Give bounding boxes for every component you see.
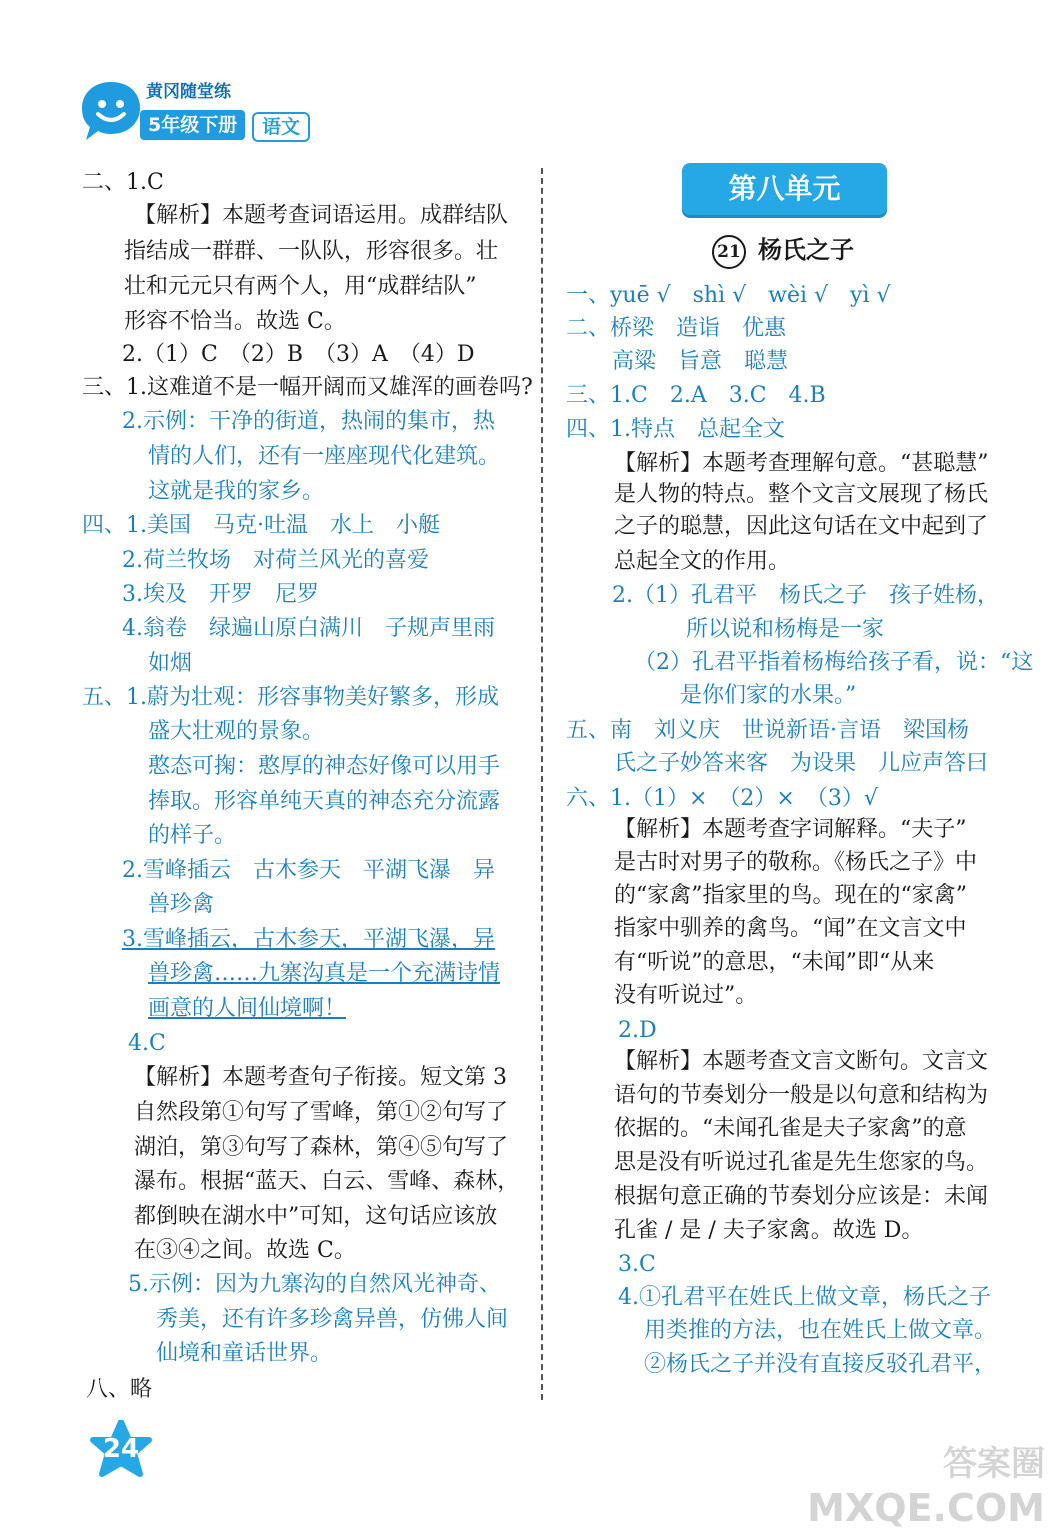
text-line: 八、略 xyxy=(86,1377,153,1402)
text-line: 【解析】本题考查句子衔接。短文第 3 xyxy=(134,1065,507,1090)
text-line: 的“家禽”指家里的鸟。现在的“家禽” xyxy=(614,883,967,908)
text-line: 湖泊，第③句写了森林，第④⑤句写了 xyxy=(134,1135,509,1160)
text-line: 指家中驯养的禽鸟。“闻”在文言文中 xyxy=(614,916,967,941)
text-line: 是人物的特点。整个文言文展现了杨氏 xyxy=(614,482,989,507)
text-line: 2.（1）C （2）B （3）A （4）D xyxy=(122,342,475,367)
series-title: 黄冈随堂练 xyxy=(146,82,231,102)
text-line: 依据的。“未闻孔雀是夫子家禽”的意 xyxy=(614,1116,967,1141)
watermark-logo: 答案圈 xyxy=(943,1444,1045,1484)
text-line: 五、1.蔚为壮观：形容事物美好繁多，形成 xyxy=(82,685,499,710)
text-line: 所以说和杨梅是一家 xyxy=(686,617,885,642)
text-line: 总起全文的作用。 xyxy=(614,549,791,574)
text-line: ②杨氏之子并没有直接反驳孔君平， xyxy=(644,1352,997,1377)
text-line: 【解析】本题考查词语运用。成群结队 xyxy=(134,203,509,228)
page-number: 24 xyxy=(102,1434,140,1464)
text-line: 这就是我的家乡。 xyxy=(148,479,325,504)
text-line: 2.荷兰牧场 对荷兰风光的喜爱 xyxy=(122,548,429,573)
text-line: 2.（1）孔君平 杨氏之子 孩子姓杨， xyxy=(612,583,999,608)
lesson-number: 21 xyxy=(712,235,746,269)
text-line: 2.D xyxy=(618,1018,657,1043)
text-line: 盛大壮观的景象。 xyxy=(148,719,325,744)
column-divider xyxy=(541,168,543,1400)
text-line: 一、yuē √ shì √ wèi √ yì √ xyxy=(566,283,891,308)
text-line: 画意的人间仙境啊！ xyxy=(148,996,347,1021)
text-line: 根据句意正确的节奏划分应该是：未闻 xyxy=(614,1184,989,1209)
text-line: 【解析】本题考查理解句意。“甚聪慧” xyxy=(614,451,989,476)
text-line: 4.①孔君平在姓氏上做文章，杨氏之子 xyxy=(618,1285,991,1310)
text-line: 4.C xyxy=(128,1031,166,1056)
text-line: 氏之子妙答来客 为设果 儿应声答曰 xyxy=(614,751,989,776)
watermark-url: MXQE.COM xyxy=(807,1486,1045,1530)
text-line: 是古时对男子的敬称。《杨氏之子》中 xyxy=(614,850,978,875)
text-line: 三、1.这难道不是一幅开阔而又雄浑的画卷吗? xyxy=(82,375,533,400)
text-line: 如烟 xyxy=(148,651,193,676)
text-line: 在③④之间。故选 C。 xyxy=(134,1238,356,1263)
subject-label: 语文 xyxy=(252,112,310,142)
page-number-badge xyxy=(90,1420,152,1482)
text-line: 瀑布。根据“蓝天、白云、雪峰、森林， xyxy=(134,1169,520,1194)
unit-banner: 第八单元 xyxy=(682,163,887,215)
text-line: 之子的聪慧，因此这句话在文中起到了 xyxy=(614,514,989,539)
text-line: 思是没有听说过孔雀是先生您家的鸟。 xyxy=(614,1150,989,1175)
text-line: 3.埃及 开罗 尼罗 xyxy=(122,582,319,607)
text-line: 2.示例：干净的街道，热闹的集市，热 xyxy=(122,409,495,434)
text-line: 孔雀 / 是 / 夫子家禽。故选 D。 xyxy=(614,1218,924,1243)
text-line: 兽珍禽……九寨沟真是一个充满诗情 xyxy=(148,961,501,986)
text-line: 捧取。形容单纯天真的神态充分流露 xyxy=(148,789,501,814)
text-line: 【解析】本题考查文言文断句。文言文 xyxy=(614,1049,989,1074)
text-line: 3.C xyxy=(618,1252,656,1277)
text-line: 【解析】本题考查字词解释。“夫子” xyxy=(614,817,967,842)
text-line: 壮和元元只有两个人，用“成群结队” xyxy=(124,274,477,299)
text-line: 四、1.特点 总起全文 xyxy=(566,417,785,442)
text-line: 是你们家的水果。” xyxy=(680,683,857,708)
text-line: 三、1.C 2.A 3.C 4.B xyxy=(566,383,826,408)
text-line: 没有听说过”。 xyxy=(614,983,758,1008)
text-line: 都倒映在湖水中”可知，这句话应该放 xyxy=(134,1204,498,1229)
text-line: 六、1.（1）× （2）× （3）√ xyxy=(566,786,878,811)
text-line: 语句的节奏划分一般是以句意和结构为 xyxy=(614,1083,989,1108)
text-line: 二、桥梁 造诣 优惠 xyxy=(566,316,787,341)
text-line: 形容不恰当。故选 C。 xyxy=(124,309,346,334)
text-line: 四、1.美国 马克·吐温 水上 小艇 xyxy=(82,513,440,538)
text-line: 情的人们，还有一座座现代化建筑。 xyxy=(148,444,501,469)
smiley-logo-icon xyxy=(78,78,144,144)
text-line: 兽珍禽 xyxy=(148,892,215,917)
text-line: 用类推的方法，也在姓氏上做文章。 xyxy=(644,1318,997,1343)
text-line: 二、1.C xyxy=(82,170,164,195)
text-line: 3.雪峰插云，古木参天，平湖飞瀑，异 xyxy=(122,927,495,952)
text-line: 秀美，还有许多珍禽异兽，仿佛人间 xyxy=(156,1307,509,1332)
text-line: （2）孔君平指着杨梅给孩子看，说：“这 xyxy=(634,650,1034,675)
text-line: 自然段第①句写了雪峰，第①②句写了 xyxy=(134,1100,509,1125)
text-line: 5.示例：因为九寨沟的自然风光神奇、 xyxy=(128,1272,501,1297)
text-line: 4.翁卷 绿遍山原白满川 子规声里雨 xyxy=(122,616,495,641)
text-line: 指结成一群群、一队队，形容很多。壮 xyxy=(124,239,499,264)
text-line: 仙境和童话世界。 xyxy=(156,1341,333,1366)
text-line: 高粱 旨意 聪慧 xyxy=(612,349,789,374)
text-line: 五、南 刘义庆 世说新语·言语 梁国杨 xyxy=(566,718,969,743)
text-line: 憨态可掬：憨厚的神态好像可以用手 xyxy=(148,754,501,779)
text-line: 有“听说”的意思，“未闻”即“从来 xyxy=(614,950,935,975)
text-line: 的样子。 xyxy=(148,823,237,848)
grade-label: 5年级下册 xyxy=(140,110,245,140)
text-line: 2.雪峰插云 古木参天 平湖飞瀑 异 xyxy=(122,858,495,883)
lesson-title: 杨氏之子 xyxy=(758,236,854,264)
